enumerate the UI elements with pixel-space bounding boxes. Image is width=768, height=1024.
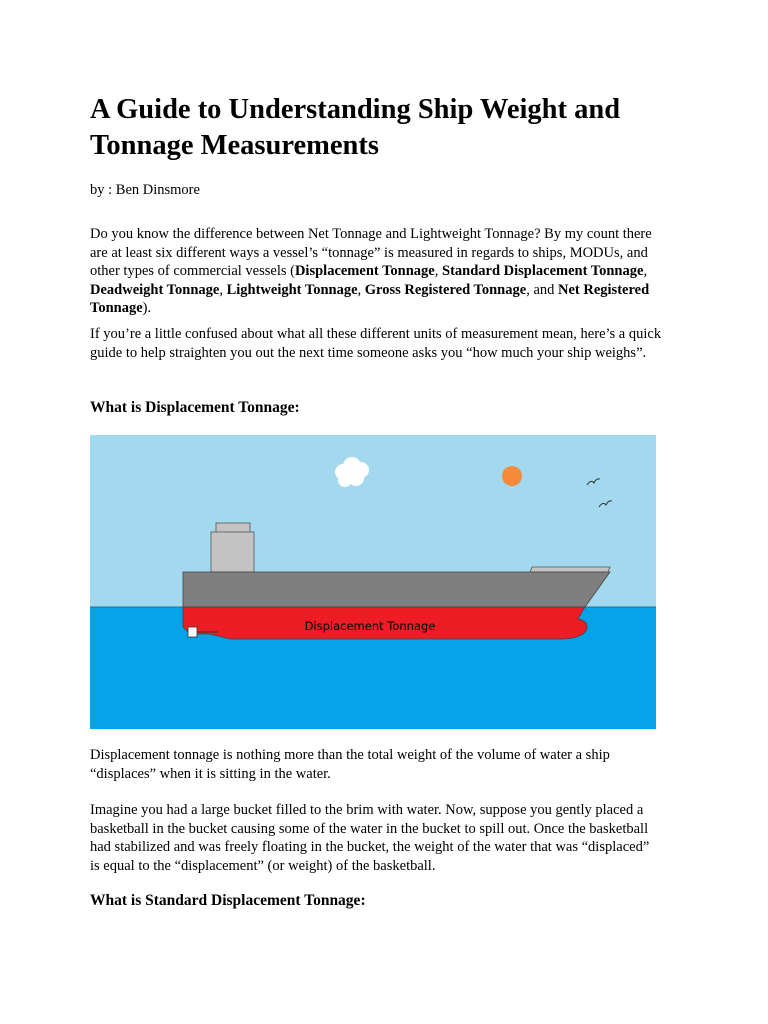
closing-punctuation: ). [142,300,152,317]
section-heading-displacement: What is Displacement Tonnage: [90,399,300,416]
displacement-definition: Displacement tonnage is nothing more than the total weight of the volume of water a ship “displaces” when it is sitting in the water. [90,747,610,782]
ship-superstructure [211,532,254,572]
term-net-registered-tonnage: Net Registered Tonnage [90,281,650,317]
ship-illustration [90,435,656,729]
confusion-paragraph: If you’re a little confused about what all these different units of measurement mean, here’s a quick guide to help straighten you out the next time someone asks you “how much your ship weighs”. [90,326,662,361]
article-title: A Guide to Understanding Ship Weight and Tonnage Measurements [90,94,621,161]
separator: , [434,263,442,280]
term-lightweight-tonnage: Lightweight Tonnage [226,281,358,298]
term-standard-displacement-tonnage: Standard Displacement Tonnage [442,263,644,280]
author-byline: by : Ben Dinsmore [90,182,200,198]
sun-icon [502,466,522,486]
section-heading-standard-displacement: What is Standard Displacement Tonnage: [90,892,366,909]
ship-chimney [216,523,250,533]
separator: , [643,263,648,280]
separator: , and [526,281,558,298]
term-displacement-tonnage: Displacement Tonnage [294,263,435,280]
hull-label: Displacement Tonnage [304,619,436,633]
separator: , [357,281,365,298]
intro-paragraph [90,225,662,318]
rudder [188,627,197,637]
term-gross-registered-tonnage: Gross Registered Tonnage [364,281,527,298]
intro-text: Do you know the difference between Net Tonnage and Lightweight Tonnage? By my count there are at least six different ways a vessel’s “tonnage” is measured in regards to ships, MODUs, and other types of commercial vessels ( [90,226,652,280]
bucket-analogy: Imagine you had a large bucket filled to the brim with water. Now, suppose you gently placed a basketball in the bucket causing some of the water in the bucket to spill out. Once the basketball had stabilized and was freely floating in the bucket, the weight of the water that was “displaced” is equal to the “displacement” (or weight) of the basketball. [90,802,650,874]
ship-upper-hull [183,572,610,607]
separator: , [219,281,227,298]
ship-bow-deck [530,567,610,572]
term-deadweight-tonnage: Deadweight Tonnage [90,281,220,298]
